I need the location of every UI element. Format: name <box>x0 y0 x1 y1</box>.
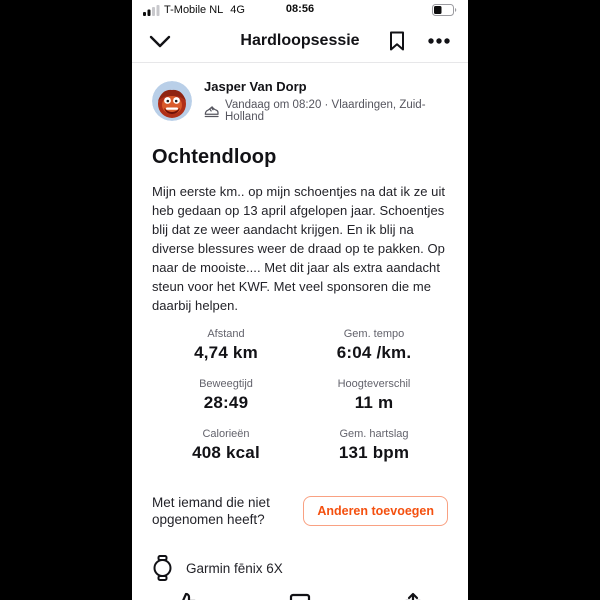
running-shoe-icon <box>204 105 219 118</box>
author-name[interactable]: Jasper Van Dorp <box>204 79 307 94</box>
bookmark-icon <box>389 31 405 51</box>
stats-grid <box>152 328 448 463</box>
signal-strength-icon <box>143 5 160 16</box>
carrier-label: T-Mobile NL <box>164 4 224 16</box>
tag-others-row <box>152 494 448 528</box>
activity-meta: Vandaag om 08:20 · Vlaardingen, Zuid-Holland <box>225 99 426 123</box>
clock-label: 08:56 <box>285 3 315 15</box>
stat-elevation: Hoogteverschil 11 m <box>337 378 411 412</box>
chevron-down-icon <box>149 35 171 48</box>
phone-screen <box>132 0 468 600</box>
watch-icon <box>152 555 173 581</box>
bottom-action-bar <box>132 592 468 600</box>
tag-prompt: Met iemand die niet opgenomen heeft? <box>152 495 270 527</box>
more-options-button[interactable] <box>427 37 451 45</box>
battery-icon <box>432 4 457 16</box>
share-button[interactable] <box>401 592 425 600</box>
device-row <box>152 555 448 581</box>
share-icon <box>401 592 425 600</box>
app-header <box>132 20 468 63</box>
comment-icon <box>288 592 312 600</box>
author-row <box>152 79 448 123</box>
stat-distance: Afstand 4,74 km <box>194 328 258 362</box>
add-others-button[interactable]: Anderen toevoegen <box>303 496 448 526</box>
stat-calories: Calorieën 408 kcal <box>192 428 260 462</box>
more-options-icon <box>427 37 451 45</box>
network-type-label: 4G <box>230 4 245 16</box>
stat-avg-pace: Gem. tempo 6:04 /km. <box>336 328 412 362</box>
collapse-button[interactable] <box>149 35 171 48</box>
avatar[interactable] <box>152 81 192 121</box>
comment-button[interactable] <box>288 592 312 600</box>
page-title: Hardloopsessie <box>240 32 360 49</box>
kudos-button[interactable] <box>175 592 199 600</box>
status-left <box>143 4 245 16</box>
activity-description: Mijn eerste km.. op mijn schoentjes na dat ik ze uit heb gedaan op 13 april afgelopen jaar. Schoentjes blij dat ze weer aandacht krijgen. En ik blij na diverse blessures weer de draad op te pakken. Op naar de mooiste.... Met dit jaar als extra aandacht steun voor het KWF. Met veel sponsoren die me daarbij helpen. <box>152 184 446 313</box>
stat-moving-time: Beweegtijd 28:49 <box>199 378 253 412</box>
thumbs-up-icon <box>175 592 199 600</box>
activity-detail <box>132 79 468 581</box>
activity-title: Ochtendloop <box>152 146 277 168</box>
device-name: Garmin fēnix 6X <box>186 560 283 576</box>
stat-avg-heart-rate: Gem. hartslag 131 bpm <box>338 428 410 462</box>
bookmark-button[interactable] <box>389 31 405 51</box>
status-bar <box>132 0 468 20</box>
